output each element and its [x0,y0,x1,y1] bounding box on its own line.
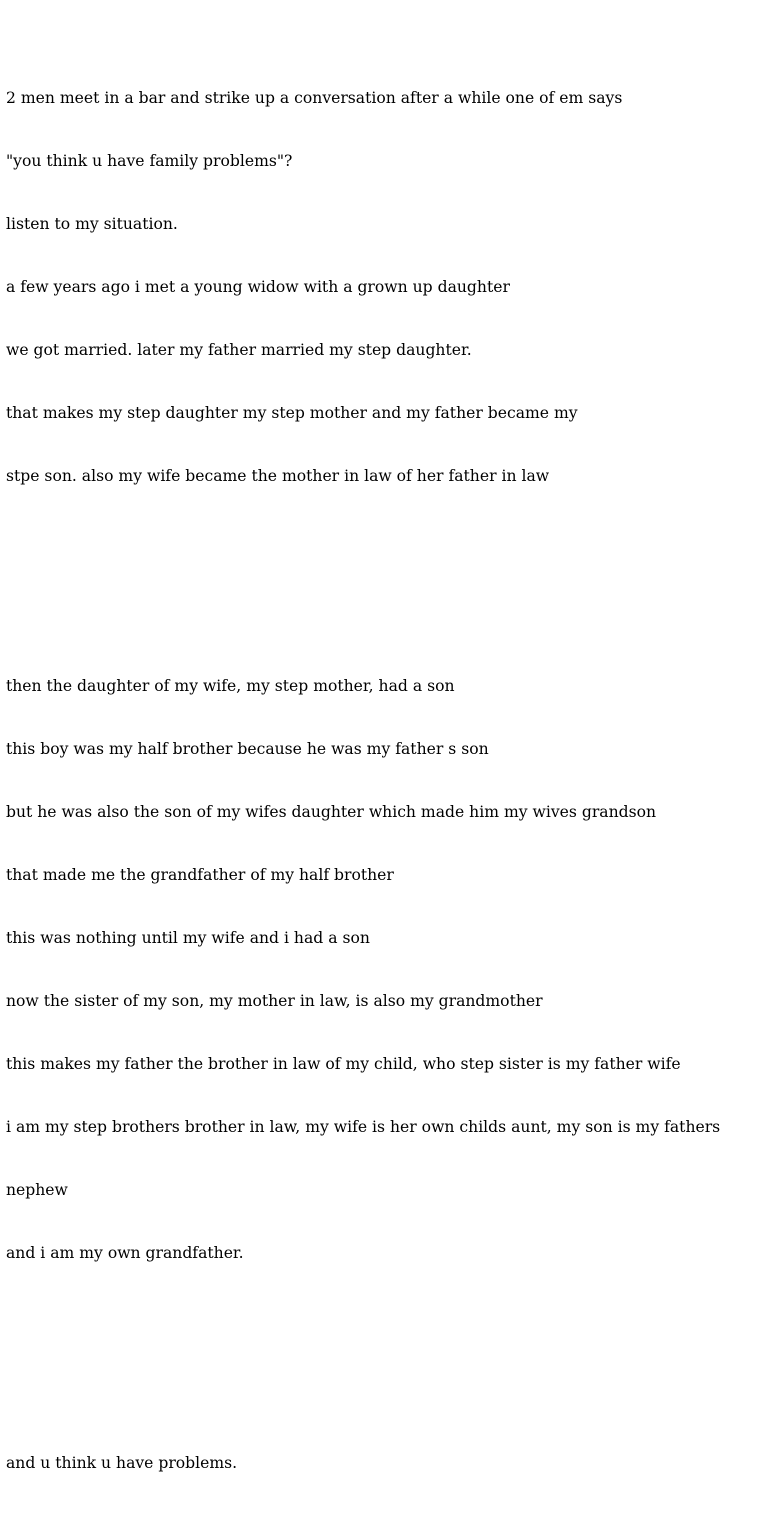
text-line: listen to my situation. [6,215,178,233]
text-line: that makes my step daughter my step mother and my father became my [6,404,578,422]
text-line: this was nothing until my wife and i had a son [6,929,370,947]
paragraph-gap [6,1348,776,1369]
text-line: now the sister of my son, my mother in law, is also my grandmother [6,992,543,1010]
text-line: then the daughter of my wife, my step mother, had a son [6,677,455,695]
text-line: "you think u have family problems"? [6,152,293,170]
paragraph-gap [6,571,776,592]
text-line: this makes my father the brother in law of my child, who step sister is my father wife [6,1055,681,1073]
text-line: that made me the grandfather of my half brother [6,866,394,884]
paragraph-1 [6,46,776,529]
text-line: a few years ago i met a young widow with a grown up daughter [6,278,510,296]
text-line: 2 men meet in a bar and strike up a conversation after a while one of em says [6,89,623,107]
paragraph-2 [6,634,776,1306]
text-line: but he was also the son of my wifes daughter which made him my wives grandson [6,803,657,821]
text-line: and u think u have problems. [6,1454,238,1472]
text-line: nephew [6,1181,68,1199]
document-body [6,4,776,1537]
text-line: we got married. later my father married my step daughter. [6,341,472,359]
text-line: and i am my own grandfather. [6,1244,244,1262]
paragraph-3 [6,1411,776,1516]
text-line: stpe son. also my wife became the mother in law of her father in law [6,467,550,485]
text-line: i am my step brothers brother in law, my wife is her own childs aunt, my son is my fathers [6,1118,721,1136]
text-line: this boy was my half brother because he was my father s son [6,740,489,758]
